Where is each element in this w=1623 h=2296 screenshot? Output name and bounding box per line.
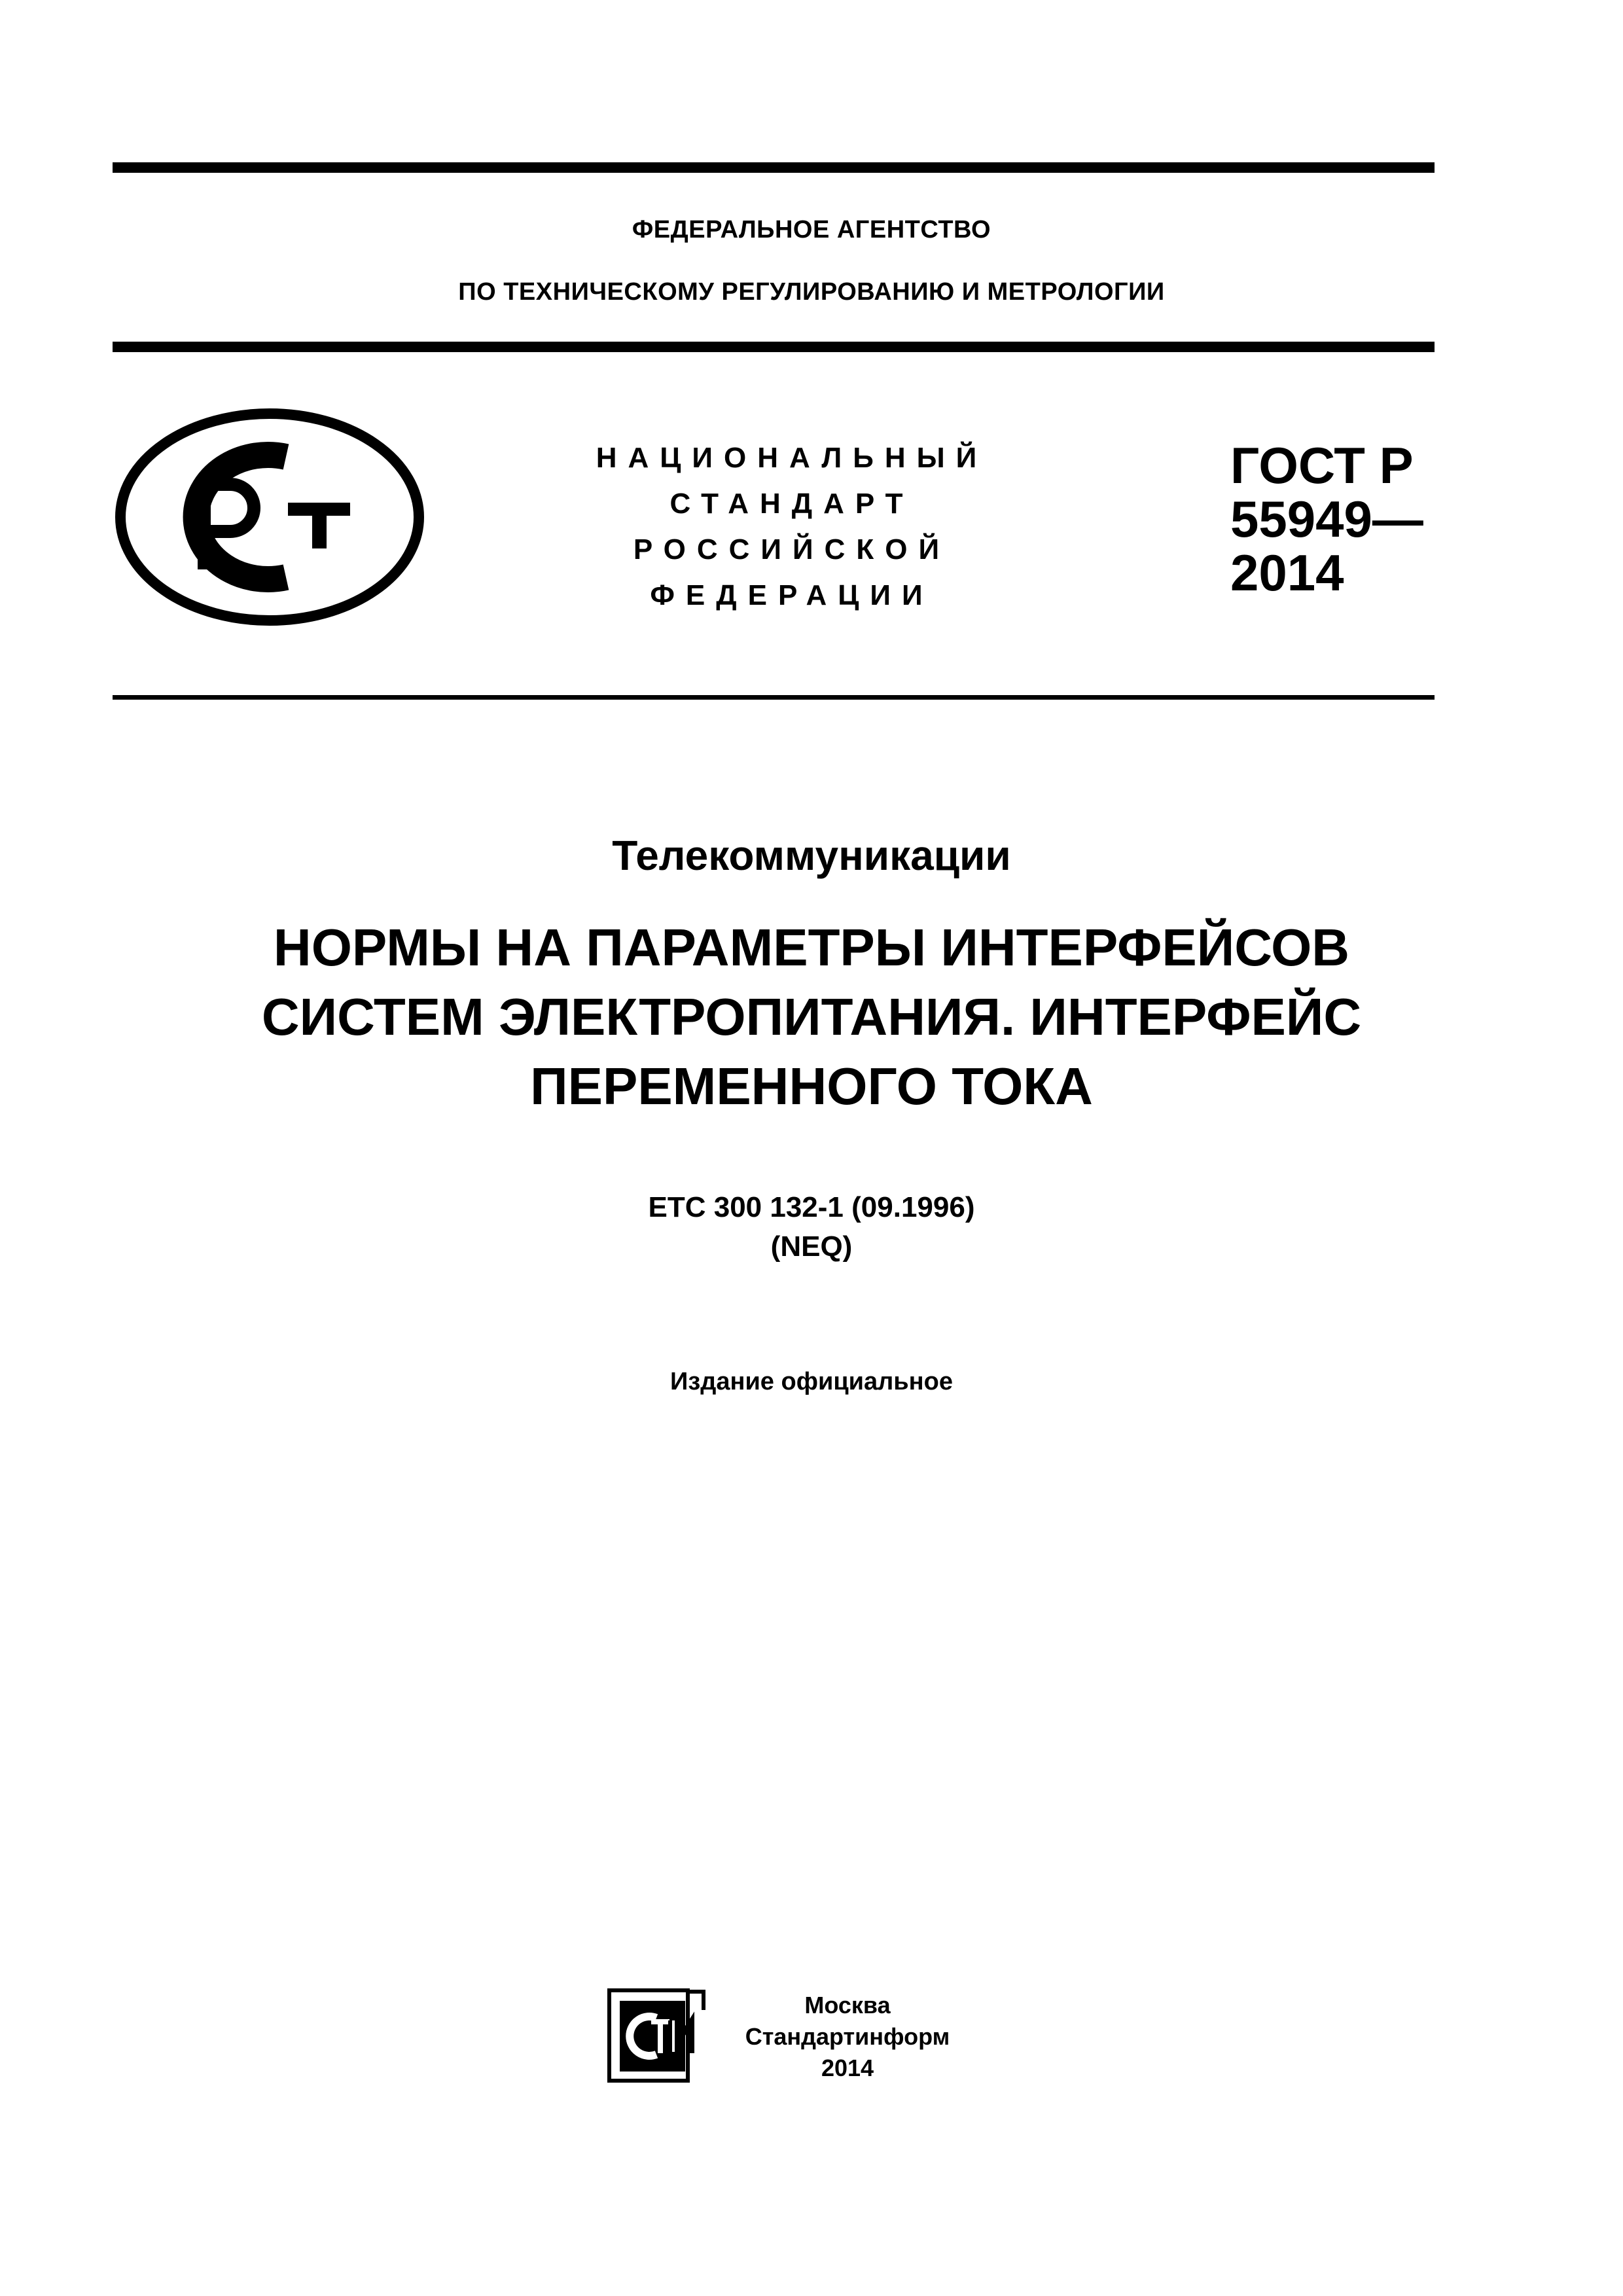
gost-rst-emblem-icon: [113, 406, 427, 628]
imprint-year: 2014: [821, 2054, 874, 2081]
middle-rule: [113, 342, 1435, 352]
national-line: СТАНДАРТ: [669, 488, 914, 520]
document-title: [157, 913, 1466, 1121]
thin-rule: [113, 695, 1435, 700]
gost-number-line: 2014: [1230, 544, 1344, 601]
imprint-publisher: Стандартинформ: [745, 2023, 950, 2050]
agency-name-line-2: ПО ТЕХНИЧЕСКОМУ РЕГУЛИРОВАНИЮ И МЕТРОЛОГИИ: [458, 278, 1165, 306]
gost-number-line: 55949—: [1230, 490, 1423, 548]
agency-name-line-1: ФЕДЕРАЛЬНОЕ АГЕНТСТВО: [632, 216, 991, 243]
title-line: ПЕРЕМЕННОГО ТОКА: [530, 1057, 1093, 1115]
imprint-city: Москва: [804, 1992, 891, 2018]
gost-number-line: ГОСТ Р: [1230, 437, 1414, 494]
title-line: СИСТЕМ ЭЛЕКТРОПИТАНИЯ. ИНТЕРФЕЙС: [261, 988, 1362, 1046]
national-line: РОССИЙСКОЙ: [633, 533, 951, 565]
top-rule: [113, 162, 1435, 173]
subject-heading: Телекоммуникации: [612, 832, 1011, 879]
gost-number: [1230, 439, 1423, 600]
national-line: ФЕДЕРАЦИИ: [650, 579, 934, 611]
standartinform-emblem-icon: [605, 1986, 707, 2085]
edition-label: Издание официальное: [670, 1368, 953, 1395]
national-standard-designation: [563, 435, 1021, 619]
reference-line-1: ETC 300 132-1 (09.1996): [648, 1191, 975, 1223]
national-line: НАЦИОНАЛЬНЫЙ: [596, 442, 988, 474]
publisher-imprint: [720, 1990, 975, 2084]
reference-standard: [0, 1188, 1623, 1266]
title-line: НОРМЫ НА ПАРАМЕТРЫ ИНТЕРФЕЙСОВ: [273, 918, 1350, 977]
reference-line-2: (NEQ): [770, 1230, 853, 1263]
